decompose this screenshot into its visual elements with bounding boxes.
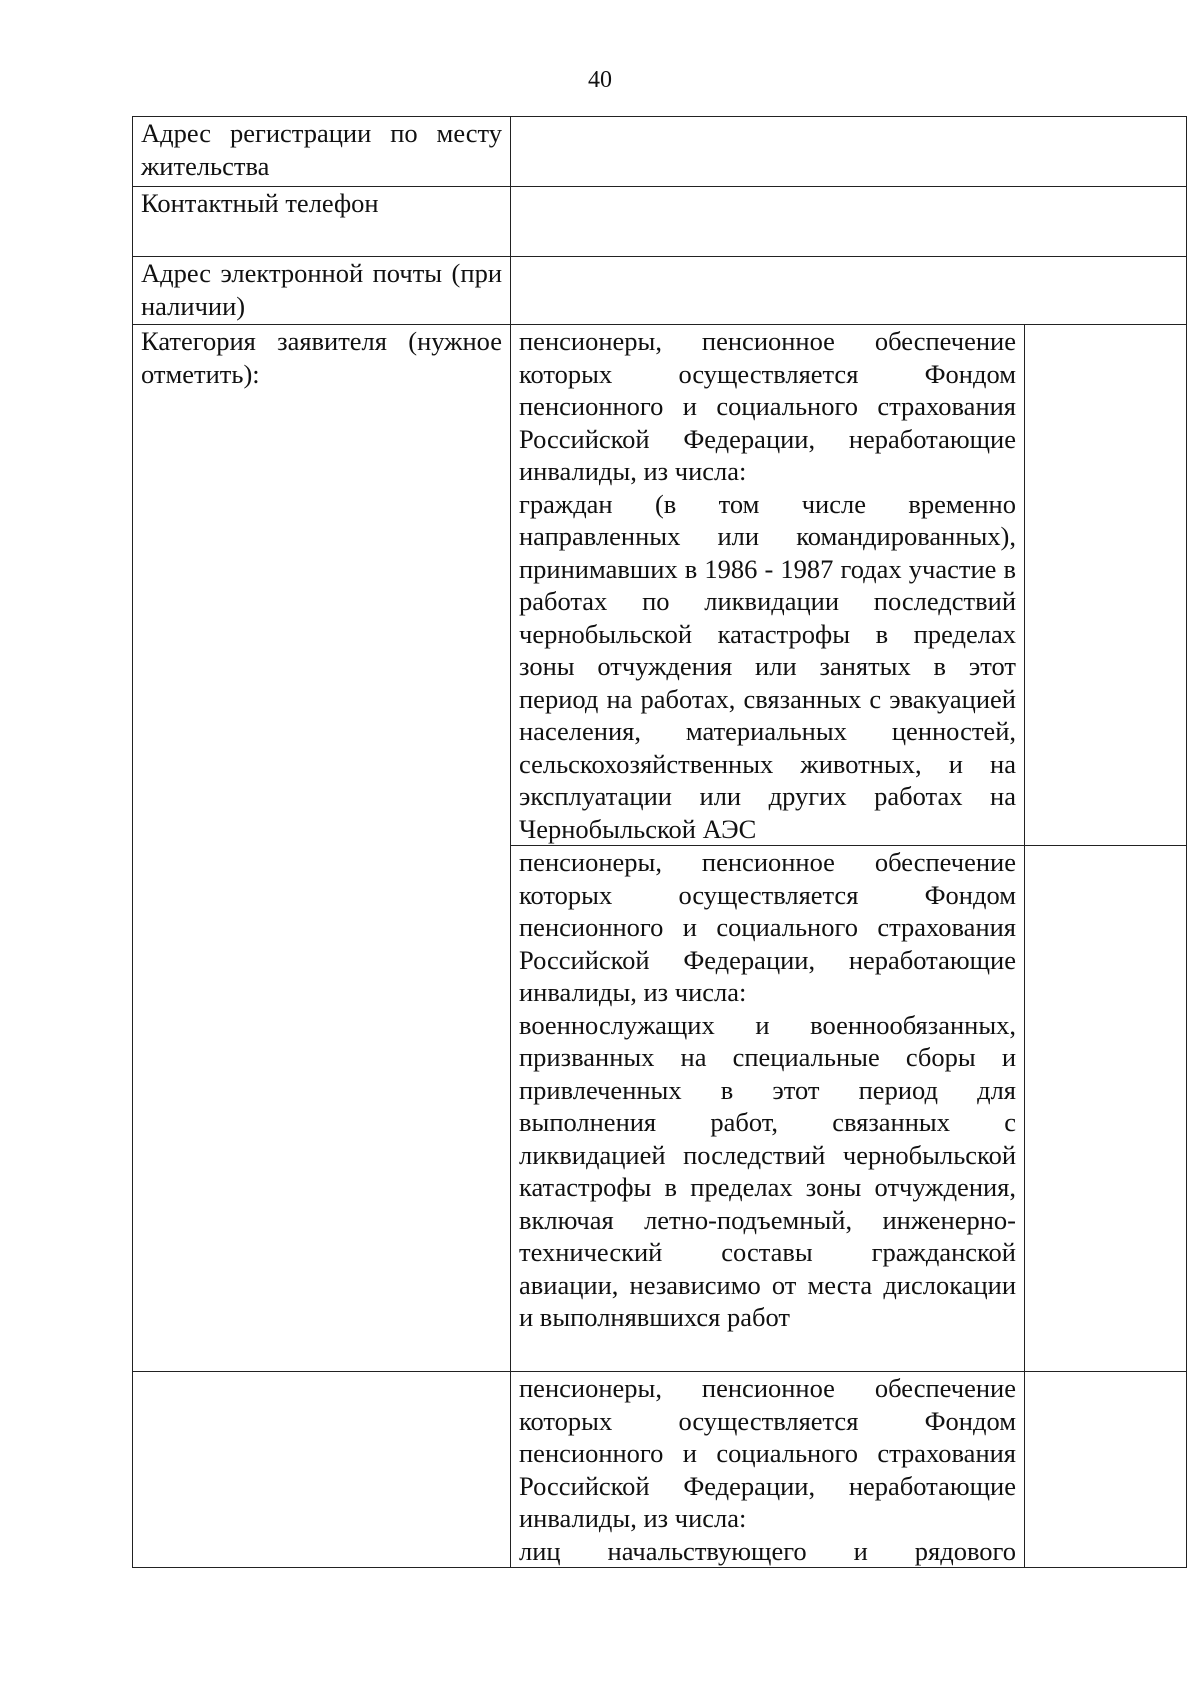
- category-1-text: [511, 325, 1025, 846]
- address-row: [133, 117, 1187, 187]
- category-1-checkbox[interactable]: [1025, 325, 1187, 846]
- category-row-1: [133, 325, 1187, 846]
- category-label-text: Категория заявителя (нужное отметить):: [141, 326, 502, 389]
- email-label: [133, 257, 511, 325]
- category-3-text: [511, 1372, 1025, 1568]
- category-2-text: [511, 846, 1025, 1372]
- category-3-intro: пенсионеры, пенсионное обеспечение которых осуществляется Фондом пенсионного и социального страхования Российской Федерации, неработающие инвалиды, из числа:: [519, 1373, 1016, 1533]
- category-1-detail: граждан (в том числе временно направленных или командированных), принимавших в 1986 - 1987 годах участие в работах по ликвидации последствий чернобыльской катастрофы в пределах зоны отчуждения или занятых в этот период на работах, связанных с эвакуацией населения, материальных ценностей, сельскохозяйственных животных, и на эксплуатации или других работах на Чернобыльской АЭС: [519, 488, 1016, 844]
- address-input-cell[interactable]: [511, 117, 1187, 187]
- email-label-text: Адрес электронной почты (при наличии): [141, 258, 502, 321]
- category-2-detail: военнослужащих и военнообязанных, призванных на специальные сборы и привлеченных в этот период для выполнения работ, связанных с ликвидацией последствий чернобыльской катастрофы в пределах зоны отчуждения, включая летно-подъемный, инженерно-технический составы гражданской авиации, независимо от места дислокации и выполнявшихся работ: [519, 1009, 1016, 1332]
- application-form-table: [132, 116, 1187, 1568]
- page-number: 40: [588, 67, 612, 93]
- category-3-checkbox[interactable]: [1025, 1372, 1187, 1568]
- phone-label-text: Контактный телефон: [141, 188, 379, 218]
- category-row-3: [133, 1372, 1187, 1568]
- category-2-intro: пенсионеры, пенсионное обеспечение которых осуществляется Фондом пенсионного и социального страхования Российской Федерации, неработающие инвалиды, из числа:: [519, 847, 1016, 1007]
- category-2-checkbox[interactable]: [1025, 846, 1187, 1372]
- phone-row: [133, 187, 1187, 257]
- address-label-text: Адрес регистрации по месту жительства: [141, 118, 502, 181]
- phone-label: [133, 187, 511, 257]
- category-label-continued: [133, 1372, 511, 1568]
- category-label: [133, 325, 511, 1372]
- category-3-detail: лиц начальствующего и рядового: [519, 1535, 1016, 1566]
- email-row: [133, 257, 1187, 325]
- email-input-cell[interactable]: [511, 257, 1187, 325]
- address-label: [133, 117, 511, 187]
- phone-input-cell[interactable]: [511, 187, 1187, 257]
- category-1-intro: пенсионеры, пенсионное обеспечение которых осуществляется Фондом пенсионного и социального страхования Российской Федерации, неработающие инвалиды, из числа:: [519, 326, 1016, 486]
